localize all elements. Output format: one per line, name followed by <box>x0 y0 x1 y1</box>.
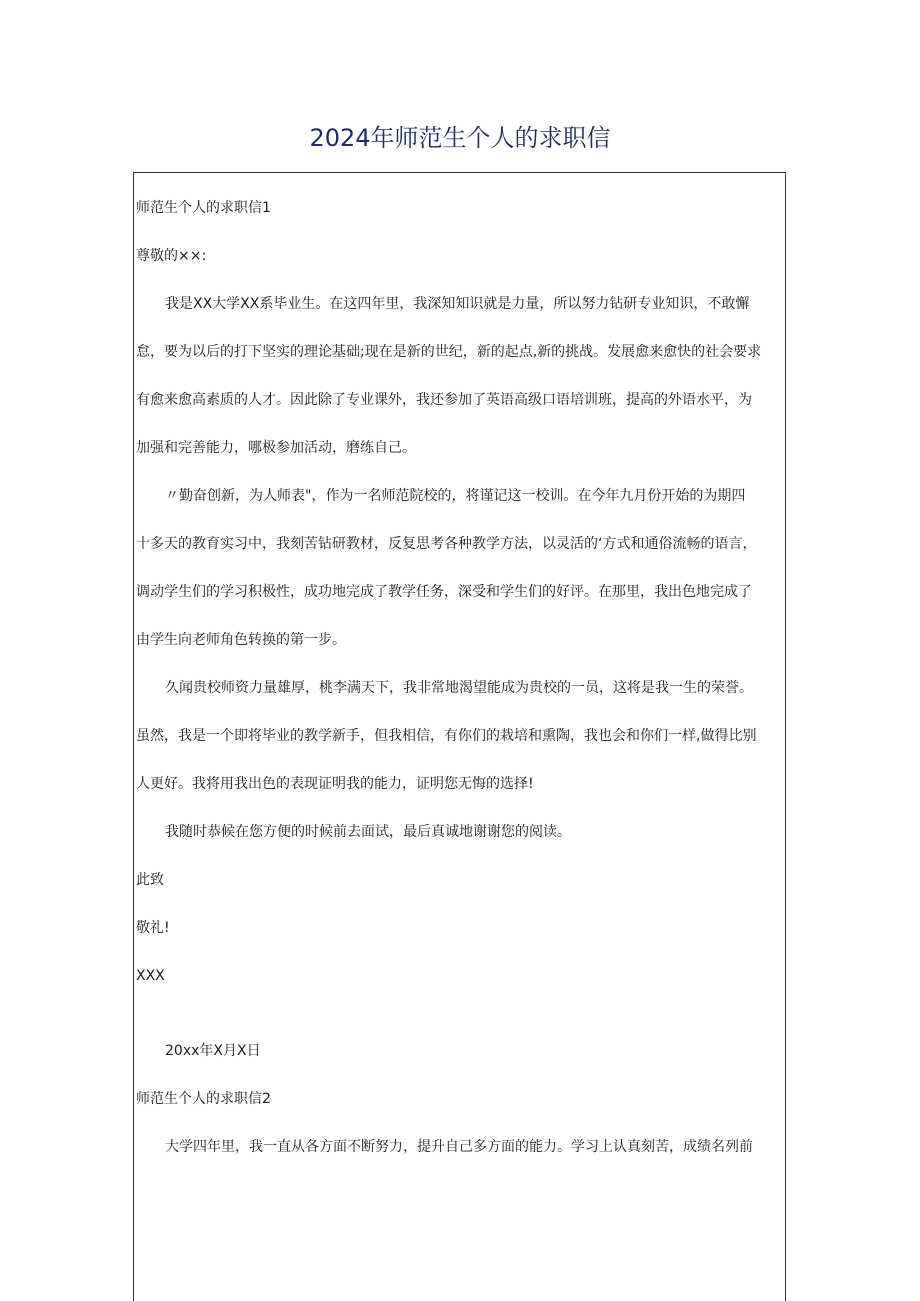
letter1-salutation: 尊敬的××: <box>136 248 207 264</box>
document-title: 2024年师范生个人的求职信 <box>309 124 611 152</box>
letter1-p1-line3: 有愈来愈高素质的人才。因此除了专业课外，我还参加了英语高级口语培训班，提高的外语水平，为 <box>136 392 752 408</box>
letter1-date: 20xx年X月X日 <box>165 1043 261 1059</box>
letter1-p1-line4: 加强和完善能力，哪极参加活动，磨练自己。 <box>136 440 416 456</box>
letter1-closing-1: 此致 <box>136 872 164 888</box>
letter1-p2-line2: 十多天的教育实习中，我刻苦钻研教材，反复思考各种教学方法，以灵活的‘方式和通俗流畅的语言， <box>136 536 757 552</box>
letter1-p3-line3: 人更好。我将用我出色的表现证明我的能力，证明您无悔的选择! <box>136 776 534 792</box>
letter1-p3-line1: 久闻贵校师资力量雄厚，桃李满天下，我非常地渴望能成为贵校的一员，这将是我一生的荣誉。 <box>165 680 753 696</box>
letter1-p1-line2: 怠，要为以后的打下坚实的理论基础;现在是新的世纪，新的起点,新的挑战。发展愈来愈快的社会要求 <box>136 344 762 360</box>
letter1-p2-line4: 由学生向老师角色转换的第一步。 <box>136 632 346 648</box>
letter1-heading: 师范生个人的求职信1 <box>136 200 271 216</box>
letter1-p2-line1: 〃勤奋创新，为人师表"，作为一名师范院校的，将谨记这一校训。在今年九月份开始的为期四 <box>165 488 746 504</box>
letter1-p1-line1: 我是XX大学XX系毕业生。在这四年里，我深知知识就是力量，所以努力钻研专业知识，不敢懈 <box>165 296 750 312</box>
letter1-p2-line3: 调动学生们的学习积极性，成功地完成了教学任务，深受和学生们的好评。在那里，我出色地完成了 <box>136 584 752 600</box>
letter1-p4: 我随时恭候在您方便的时候前去面试，最后真诚地谢谢您的阅读。 <box>165 824 571 840</box>
letter1-signature: XXX <box>136 968 165 984</box>
letter1-p3-line2: 虽然，我是一个即将毕业的教学新手，但我相信，有你们的栽培和熏陶，我也会和你们一样,做得比别 <box>136 728 757 744</box>
letter2-p1-line1: 大学四年里，我一直从各方面不断努力，提升自己多方面的能力。学习上认真刻苦，成绩名列前 <box>165 1139 753 1155</box>
letter2-heading: 师范生个人的求职信2 <box>136 1091 271 1107</box>
letter1-closing-2: 敬礼! <box>136 920 170 936</box>
